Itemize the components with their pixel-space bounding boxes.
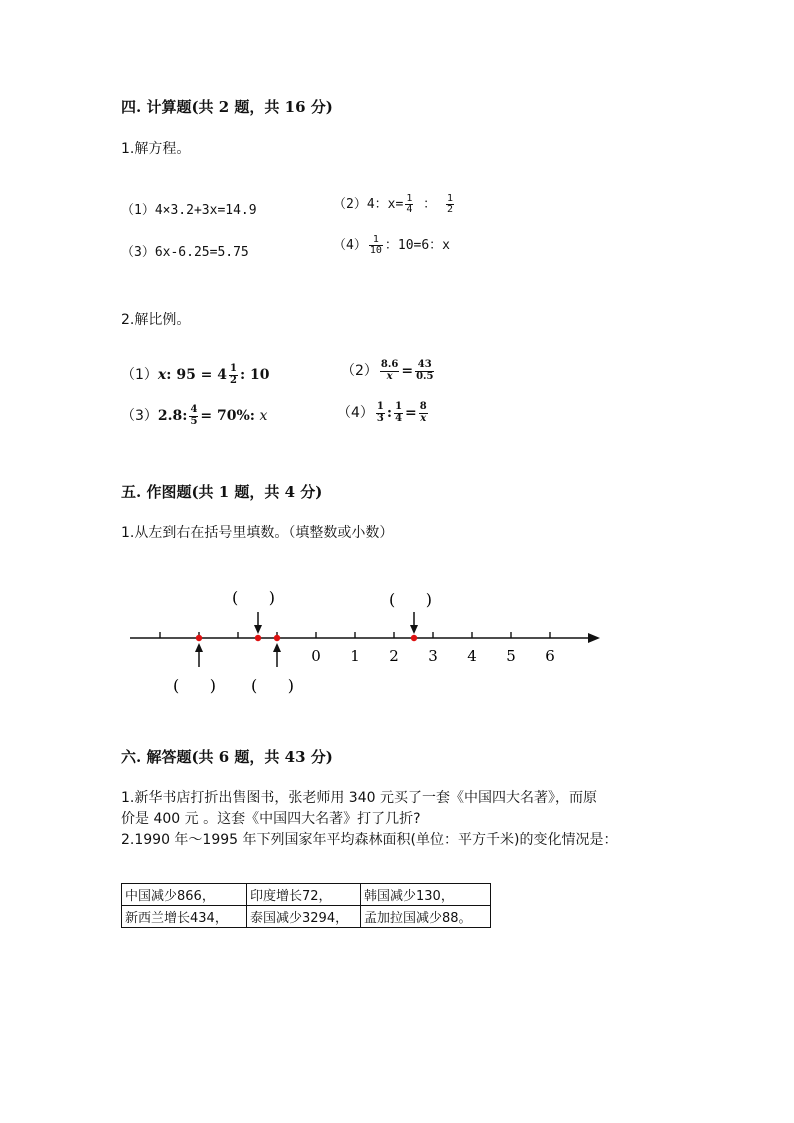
answer-blank[interactable]: ( ) [389,590,432,609]
q4-1-part4-rest: ：10=6：x [384,238,451,253]
section-five-title: 五. 作图题(共 1 题，共 4 分) [121,483,323,501]
tick-label: 0 [311,647,321,665]
q4-1-part3: （3）6x-6.25=5.75 [121,245,249,260]
q4-2-part2-eq: = [401,363,414,379]
down-arrow-icon [254,625,262,634]
fraction-denominator: 3 [376,412,384,424]
fraction-numerator: 1 [447,192,454,204]
marked-point [411,635,417,641]
q4-2-part4-label: （4） [337,405,374,421]
tick-label: 5 [506,647,516,665]
table-row [122,906,491,928]
marked-point [255,635,261,641]
q4-2-part1-var: x [157,367,167,383]
fraction-denominator: 4 [406,204,413,215]
table-cell: 泰国减少3294， [247,906,361,928]
q4-1-part2-prefix: （2）4：x= [333,197,404,212]
q4-1-part1: （1）4×3.2+3x=14.9 [121,203,257,218]
up-arrow-icon [195,643,203,652]
fraction-numerator: 1 [230,363,237,374]
section-four-title: 四. 计算题(共 2 题，共 16 分) [121,98,333,116]
fraction-numerator: 1 [406,192,413,204]
fraction-numerator: 1 [369,235,383,247]
fraction-denominator: x [420,412,427,424]
up-arrows [195,643,281,667]
fraction-denominator: 5 [190,415,198,427]
q4-1-prompt: 1.解方程。 [121,141,191,157]
tick-label: 6 [545,647,555,665]
q4-2-part3-var: x [259,408,268,424]
fraction-numerator: 8 [419,401,427,412]
fraction-denominator: x [386,370,393,382]
answer-blank[interactable]: ( ) [251,676,294,695]
q6-1-line1: 1.新华书店打折出售图书，张老师用 340 元买了一套《中国四大名著》，而原 [121,790,597,806]
q4-2-prompt: 2.解比例。 [121,312,191,328]
q6-1-line2: 价是 400 元 。这套《中国四大名著》打了几折? [121,811,421,827]
q6-2-prompt: 2.1990 年～1995 年下列国家年平均森林面积(单位：平方千米)的变化情况是： [121,832,618,848]
q4-2-part2-label: （2） [341,363,378,379]
q4-1-part4-prefix: （4） [333,238,367,253]
tick-label: 3 [428,647,438,665]
fraction-denominator: 10 [369,245,382,256]
fraction-numerator: 43 [415,360,434,372]
marked-point [196,635,202,641]
forest-change-table [121,883,491,928]
answer-blank[interactable]: ( ) [232,588,275,607]
section-six-title: 六. 解答题(共 6 题，共 43 分) [121,748,333,766]
fraction-numerator: 4 [190,404,198,415]
fraction-denominator: 4 [395,412,403,424]
axis-arrowhead [588,633,600,643]
tick-labels [311,647,555,665]
fraction-denominator: 2 [447,204,454,215]
q4-2-part3-mid: = 70%: [200,408,255,424]
q4-2-part4-eq: = [405,405,417,421]
down-arrow-icon [410,625,418,634]
fraction-denominator: 0.5 [416,370,434,382]
q4-2-part1-end: : 10 [240,367,270,383]
q4-2-part4-sep: : [386,405,393,421]
marked-point [274,635,280,641]
answer-blanks [173,588,432,695]
q4-2-part1-mid: : 95 = 4 [166,367,228,383]
table-row [122,884,491,906]
q5-1-prompt: 1.从左到右在括号里填数。（填整数或小数） [121,525,394,541]
fraction-numerator: 8.6 [380,359,399,370]
q4-2-part3-start: 2.8: [157,408,188,424]
table-cell: 韩国减少130， [361,884,491,906]
tick-label: 2 [389,647,399,665]
table-cell: 新西兰增长434， [122,906,247,928]
down-arrows [254,612,418,634]
tick-label: 1 [350,647,360,665]
q4-2-part3-label: （3） [121,408,158,424]
fraction-numerator: 1 [395,401,403,412]
q4-2-part1-label: （1） [121,367,158,383]
table-cell: 印度增长72， [247,884,361,906]
tick-marks [160,632,550,638]
table-cell: 中国减少866， [122,884,247,906]
fraction-numerator: 1 [376,401,384,412]
up-arrow-icon [273,643,281,652]
answer-blank[interactable]: ( ) [173,676,216,695]
q4-1-part2-separator: ： [423,197,437,212]
fraction-denominator: 2 [230,374,237,386]
table-cell: 孟加拉国减少88。 [361,906,491,928]
tick-label: 4 [467,647,477,665]
